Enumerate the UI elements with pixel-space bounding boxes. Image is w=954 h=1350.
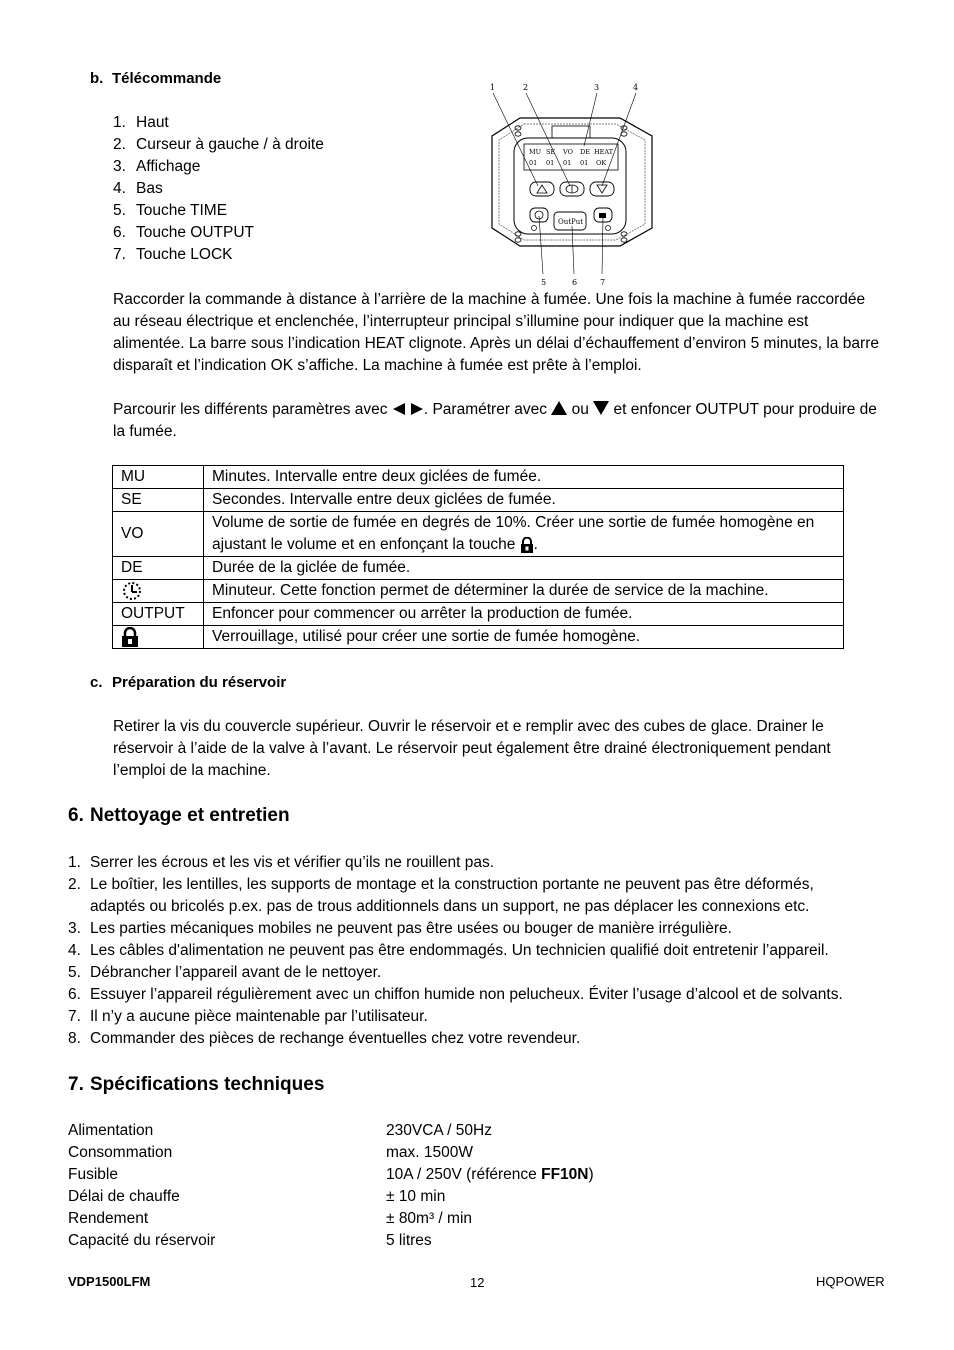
- remote-heading: [90, 70, 221, 87]
- display-window-top: [552, 126, 590, 138]
- left-right-arrows-icon: [392, 403, 424, 415]
- display-label-de: DE: [580, 148, 590, 156]
- display-value-heat: OK: [596, 159, 607, 167]
- callout-2: 2: [523, 83, 529, 92]
- reservoir-heading: c. Préparation du réservoir: [90, 674, 287, 691]
- spec-row: Rendement ± 80m³ / min: [68, 1210, 473, 1227]
- table-row: OUTPUT Enfoncer pour commencer ou arrêter la production de fumée.: [113, 603, 844, 626]
- down-arrow-icon: [593, 401, 609, 415]
- lock-icon: [121, 627, 139, 647]
- table-row: MU Minutes. Intervalle entre deux giclées de fumée.: [113, 466, 844, 489]
- list-item: 8. Commander des pièces de rechange éventuelles chez votre revendeur.: [68, 1030, 581, 1047]
- spec-row: Consommation max. 1500W: [68, 1144, 474, 1161]
- callout-5: 5: [541, 278, 547, 287]
- timer-icon: [121, 581, 143, 601]
- list-item: 4. Bas: [113, 180, 163, 197]
- list-item: 7. Il n’y a aucune pièce maintenable par l’utilisateur.: [68, 1008, 428, 1025]
- lock-icon: [520, 537, 534, 553]
- display-label-mu: MU: [529, 148, 542, 156]
- display-value-mu: 01: [529, 159, 538, 167]
- footer-model: VDP1500LFM: [68, 1274, 151, 1289]
- list-item: 6. Touche OUTPUT: [113, 224, 255, 241]
- callout-6: 6: [572, 278, 578, 287]
- list-item: 3. Affichage: [113, 158, 201, 175]
- list-item: 2. Curseur à gauche / à droite: [113, 136, 324, 153]
- parameters-table: [112, 465, 844, 649]
- output-button-label: OutPut: [558, 218, 584, 226]
- list-item: 2. Le boîtier, les lentilles, les supports de montage et la construction portante ne peuvent pas être déformés, adaptés ou bricolés p.ex. pas de trous additionnels dans un support, ne pas déplacer les connexions etc.: [68, 876, 814, 915]
- list-item: 1. Serrer les écrous et les vis et vérifier qu’ils ne rouillent pas.: [68, 854, 495, 871]
- spec-row: Délai de chauffe ± 10 min: [68, 1188, 446, 1205]
- callout-7: 7: [600, 278, 606, 287]
- cleaning-list: [68, 852, 868, 1050]
- callout-4: 4: [633, 83, 639, 92]
- list-item: 5. Touche TIME: [113, 202, 228, 219]
- reservoir-paragraph: Retirer la vis du couvercle supérieur. Ouvrir le réservoir et e remplir avec des cubes de glace. Drainer le réservoir à l’aide de la valve à l’avant. Le réservoir peut également être drainé électroniquement pendant l’emploi de la machine.: [113, 718, 831, 779]
- remote-control-diagram: [480, 78, 670, 290]
- remote-connection-paragraph: Raccorder la commande à distance à l’arrière de la machine à fumée. Une fois la machine à fumée raccordée au réseau électrique et enclenchée, l’interrupteur principal s’illumine pour indiquer que la machine est alimentée. La barre sous l’indication HEAT clignote. Après un délai d’échauffement d’environ 5 minutes, la barre disparaît et l’indication OK s’affiche. La machine à fumée est prête à l’emploi.: [113, 291, 879, 374]
- table-row: Minuteur. Cette fonction permet de déterminer la durée de service de la machine.: [113, 580, 844, 603]
- list-item: 3. Les parties mécaniques mobiles ne peuvent pas être usées ou bouger de manière irrégulière.: [68, 920, 732, 937]
- list-item: 5. Débrancher l’appareil avant de le nettoyer.: [68, 964, 382, 981]
- remote-items-list: [113, 112, 324, 266]
- list-item: 7. Touche LOCK: [113, 246, 233, 263]
- table-row: DE Durée de la giclée de fumée.: [113, 557, 844, 580]
- table-row: Verrouillage, utilisé pour créer une sortie de fumée homogène.: [113, 626, 844, 649]
- callout-1: 1: [490, 83, 496, 92]
- spec-row: Alimentation 230VCA / 50Hz: [68, 1122, 492, 1139]
- specs-table: [68, 1120, 594, 1252]
- remote-heading-num: b.: [90, 70, 104, 87]
- display-label-heat: HEAT: [594, 148, 614, 156]
- list-item: 4. Les câbles d'alimentation ne peuvent pas être endommagés. Un technicien qualifié doit entretenir l’appareil.: [68, 942, 829, 959]
- callout-3: 3: [594, 83, 600, 92]
- navigation-paragraph: Parcourir les différents paramètres avec . Paramétrer avec ou et enfoncer OUTPUT pour produire de la fumée.: [113, 401, 877, 440]
- display-value-se: 01: [546, 159, 555, 167]
- display-value-de: 01: [580, 159, 589, 167]
- down-button: [590, 182, 614, 196]
- footer-brand: HQPOWER: [816, 1274, 885, 1289]
- list-item: 1. Haut: [113, 114, 169, 131]
- spec-row: Capacité du réservoir 5 litres: [68, 1232, 432, 1249]
- display-value-vo: 01: [563, 159, 572, 167]
- page-number: 12: [470, 1275, 485, 1290]
- spec-row: Fusible 10A / 250V (référence FF10N): [68, 1166, 594, 1183]
- display-label-vo: VO: [563, 148, 573, 156]
- table-row: SE Secondes. Intervalle entre deux giclées de fumée.: [113, 489, 844, 512]
- table-row: VO Volume de sortie de fumée en degrés de 10%. Créer une sortie de fumée homogène en ajustant le volume et en enfonçant la touche .: [113, 512, 844, 557]
- display-label-se: SE: [546, 148, 556, 156]
- up-arrow-icon: [551, 401, 567, 415]
- cleaning-heading: 6. Nettoyage et entretien: [68, 805, 290, 826]
- remote-heading-text: Télécommande: [112, 70, 222, 87]
- list-item: 6. Essuyer l’appareil régulièrement avec un chiffon humide non pelucheux. Éviter l’usage d’alcool et de solvants.: [68, 986, 843, 1003]
- specs-heading: 7. Spécifications techniques: [68, 1074, 325, 1095]
- up-button: [530, 182, 554, 196]
